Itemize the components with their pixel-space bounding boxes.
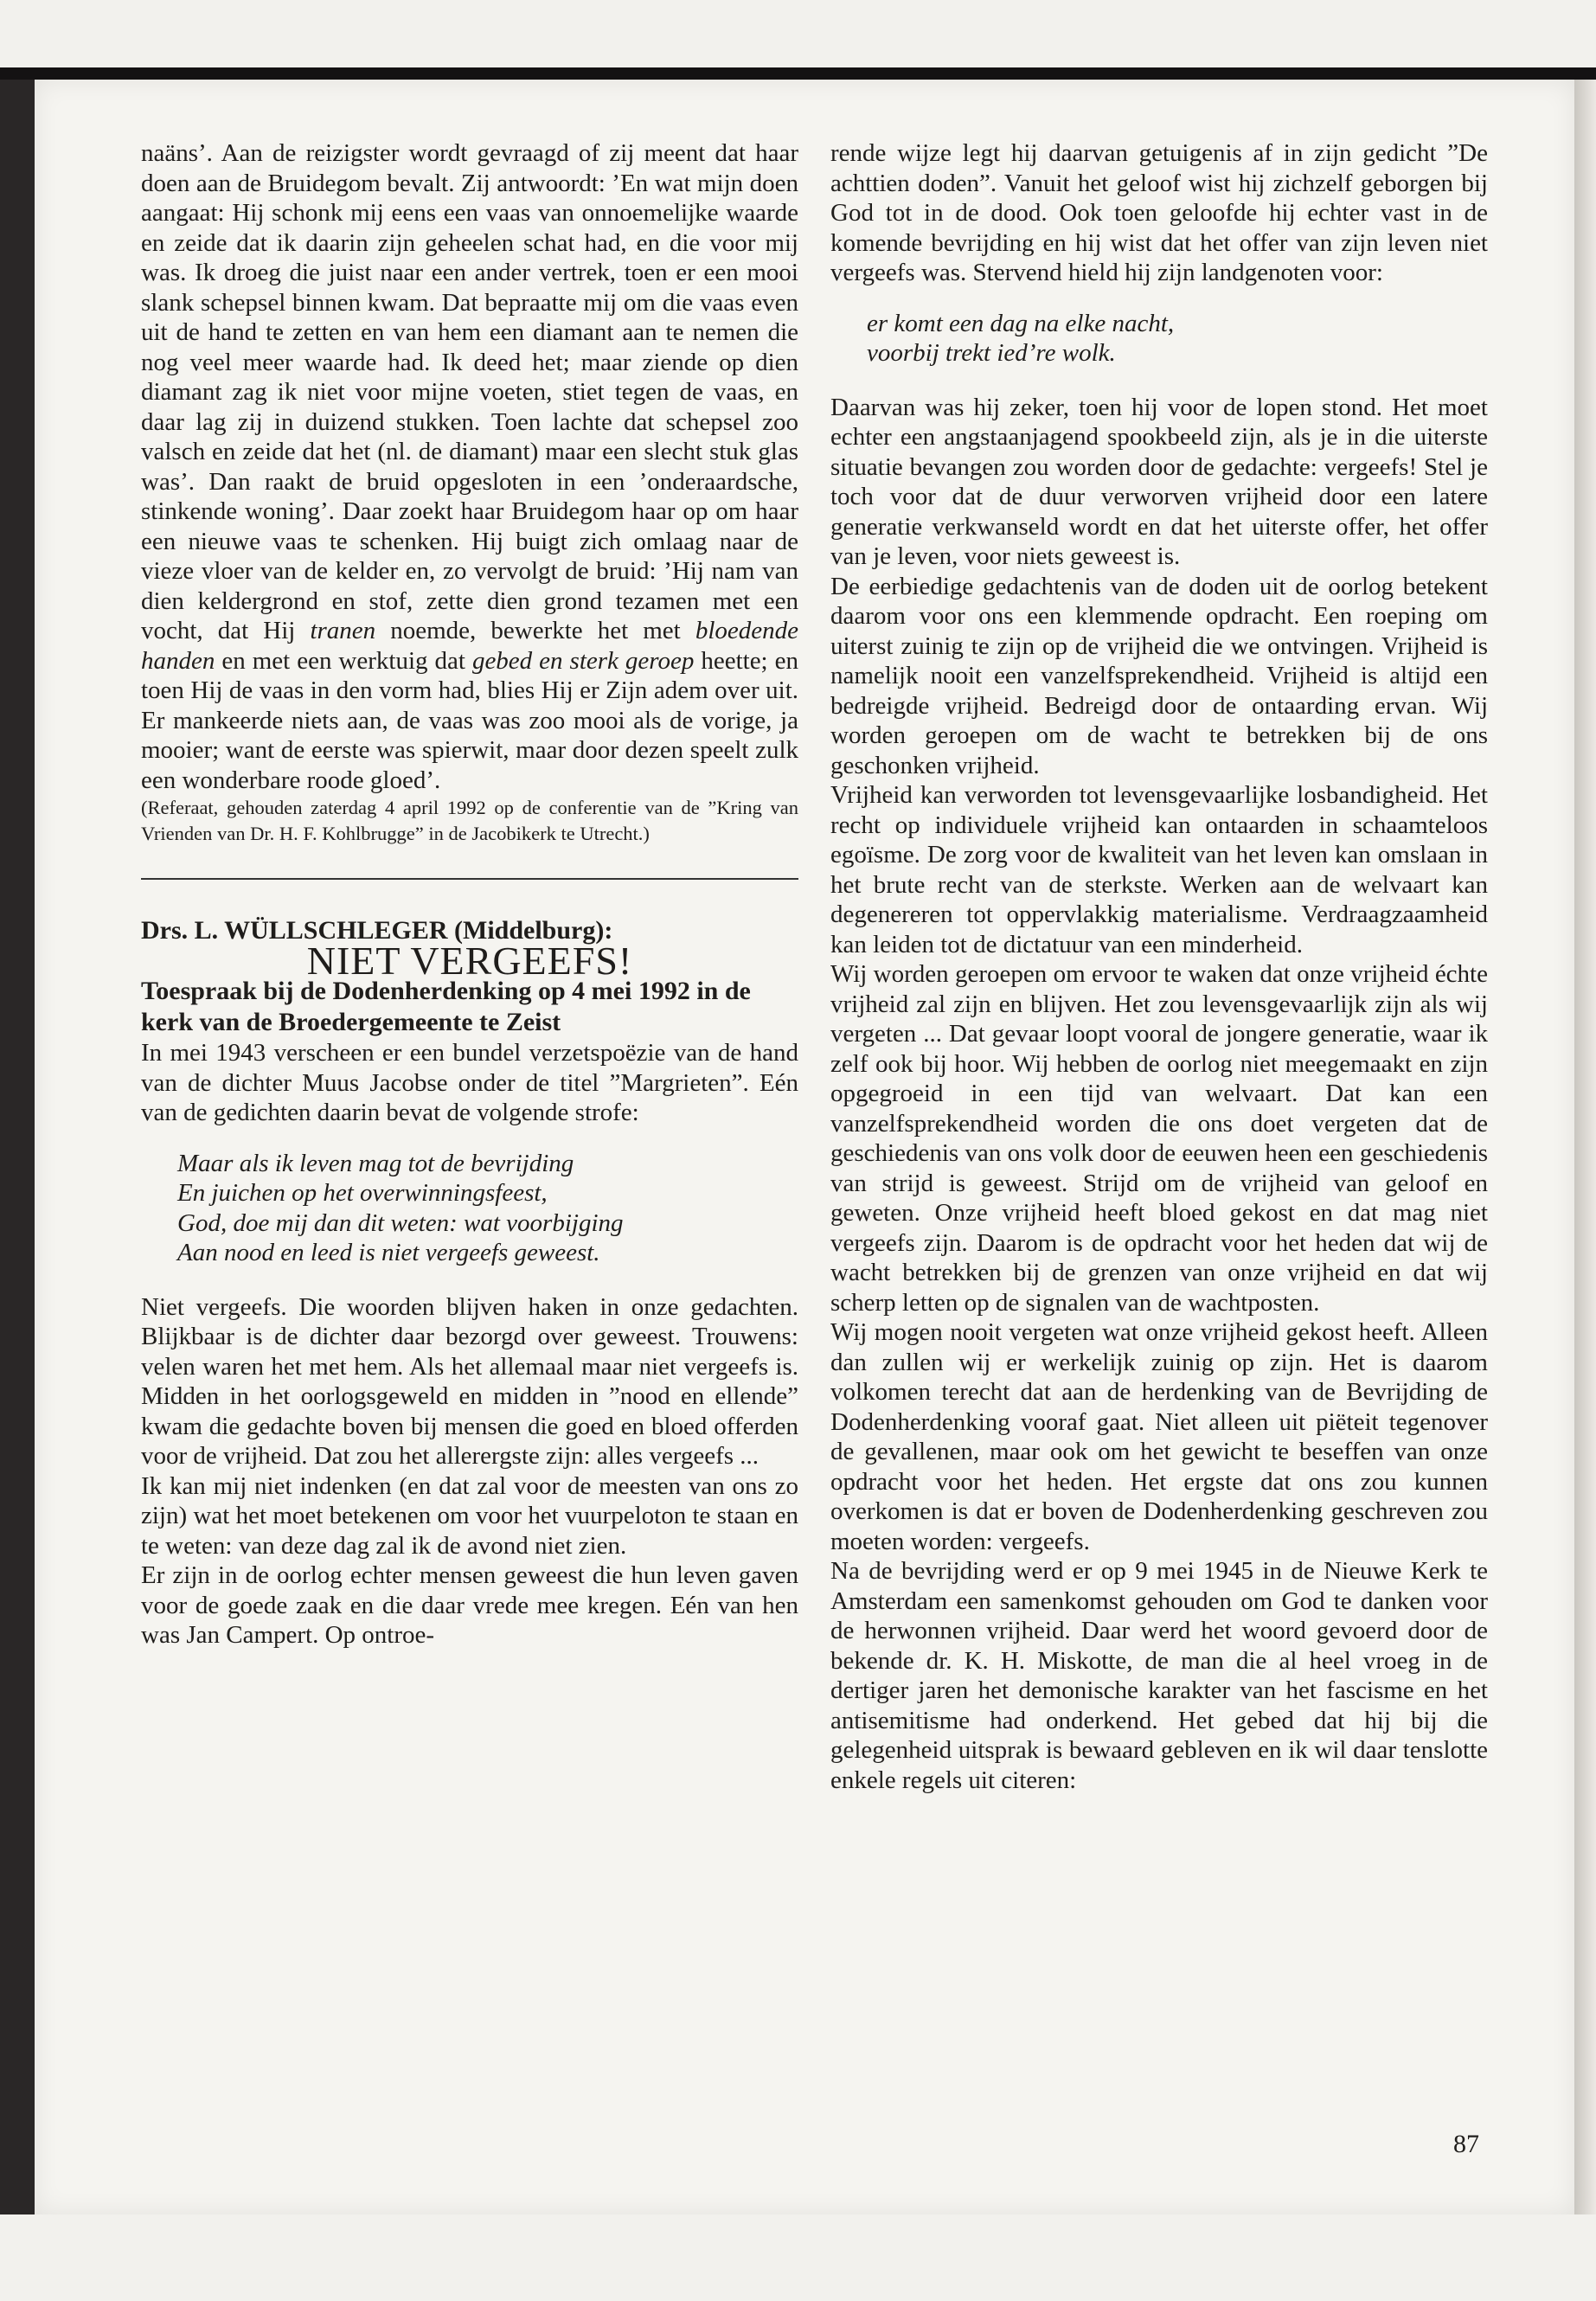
page-number: 87 [1453,2130,1479,2158]
scan-bottom-margin [0,2214,1596,2301]
poem-stanza [141,1149,798,1268]
right-paragraph-3: De eerbiedige gedachtenis van de doden uit de oorlog betekent daarom voor ons een klemmende opdracht. Een roeping om uiterst zuinig te zijn op de vrijheid die we ontvingen. Vrijheid is namelijk nooit een vanzelfsprekendheid. Vrijheid is altijd een bedreigde vrijheid. Bedreigd door de ontaarding ervan. Wij worden geroepen om de wacht te betrekken bij de ons geschonken vrijheid. [830,572,1488,779]
quote-line: voorbij trekt ied’re wolk. [867,339,1116,367]
poem-line: God, doe mij dan dit weten: wat voorbijging [177,1208,624,1237]
page-edge [1574,80,1596,2214]
left-paragraph-2: In mei 1943 verscheen er een bundel verzetspoëzie van de hand van de dichter Muus Jacobse onder de titel ”Margrieten”. Eén van de gedichten daarin bevat de volgende strofe: [141,1039,798,1126]
right-paragraph-7: Na de bevrijding werd er op 9 mei 1945 in de Nieuwe Kerk te Amsterdam een samenkomst gehouden om God te danken voor de herwonnen vrijheid. Daar werd het woord gevoerd door de bekende dr. K. H. Miskotte, de man die al heel vroeg in de dertiger jaren het demonische karakter van het fascisme en het antisemitisme had onderkend. Het gebed dat hij bij die gelegenheid uitsprak is bewaard gebleven en ik wil daar tenslotte enkele regels uit citeren: [830,1557,1488,1794]
right-column [830,138,1488,1795]
campert-quote [830,309,1488,369]
referaat-note: (Referaat, gehouden zaterdag 4 april 1992 op de conferentie van de ”Kring van Vrienden van Dr. H. F. Kohlbrugge” in de Jacobikerk te Utrecht.) [141,797,798,844]
quote-line: er komt een dag na elke nacht, [867,309,1175,337]
right-paragraph-2: Daarvan was hij zeker, toen hij voor de lopen stond. Het moet echter een angstaanjagend spookbeeld zijn, als je in die uiterste situatie bevangen zou worden door de gedachte: vergeefs! Stel je toch voor dat de duur verworven vrijheid door een latere generatie verkwanseld wordt en dat het uiterste offer, het offer van je leven, voor niets geweest is. [830,393,1488,570]
left-paragraph-1: naäns’. Aan de reizigster wordt gevraagd of zij meent dat haar doen aan de Bruidegom bevalt. Zij antwoordt: ’En wat mijn doen aangaat: Hij schonk mij eens een vaas van onnoemelijke waarde en zeide dat ik daarin zijn geheelen schat had, en die voor mij was. Ik droeg die juist naar een ander vertrek, toen er een mooi slank schepsel binnen kwam. Dat bepraatte mij om die vaas even uit de hand te zetten en van hem een diamant aan te nemen die nog veel meer waarde had. Ik deed het; maar ziende op dien diamant zag ik niet voor mijne voeten, stiet tegen de vaas, en daar lag zij in duizend stukken. Toen lachte dat schepsel zoo valsch en zeide dat het (nl. de diamant) maar een slecht stuk glas was’. Dan raakt de bruid opgesloten in een ’onderaardsche, stinkende woning’. Daar zoekt haar Bruidegom haar op om haar een nieuwe vaas te schenken. Hij buigt zich omlaag naar de vieze vloer van de kelder en, zo vervolgt de bruid: ’Hij nam van dien keldergrond en stof, zette dien grond tezamen met een vocht, dat Hij tranen noemde, bewerkte het met bloedende handen en met een werktuig dat gebed en sterk geroep heette; en toen Hij de vaas in den vorm had, blies Hij er Zijn adem over uit. Er mankeerde niets aan, de vaas was zoo mooi als de vorige, ja mooier; want de eerste was spierwit, maar door dezen speelt zulk een wonderbare roode gloed’. [141,139,798,794]
author-line: Drs. L. WÜLLSCHLEGER (Middelburg): [141,916,613,945]
poem-line: En juichen op het overwinningsfeest, [177,1179,548,1207]
right-paragraph-6: Wij mogen nooit vergeten wat onze vrijheid gekost heeft. Alleen dan zullen wij er werkelijk zuinig op zijn. Het is daarom volkomen terecht dat aan de herdenking van de Bevrijding de Dodenherdenking vooraf gaat. Niet alleen uit piëteit tegenover de gevallenen, maar ook om het gewicht te beseffen van onze opdracht voor het heden. Het ergste dat ons zou kunnen overkomen is dat er boven de Dodenherdenking geschreven zou moeten worden: vergeefs. [830,1318,1488,1555]
left-paragraph-5: Er zijn in de oorlog echter mensen geweest die hun leven gaven voor de goede zaak en die daar vrede mee kregen. Eén van hen was Jan Campert. Op ontroe- [141,1561,798,1649]
poem-line: Aan nood en leed is niet vergeefs geweest. [177,1239,600,1266]
scan-band [0,67,1596,80]
left-paragraph-3: Niet vergeefs. Die woorden blijven haken in onze gedachten. Blijkbaar is de dichter daar bezorgd over geweest. Trouwens: velen waren het met hem. Als het allemaal maar niet vergeefs is. Midden in het oorlogsgeweld en midden in ”nood en ellende” kwam die gedachte boven bij mensen die goed en bloed offerden voor de vrijheid. Dat zou het allerergste zijn: alles vergeefs ... [141,1292,798,1470]
right-paragraph-5: Wij worden geroepen om ervoor te waken dat onze vrijheid échte vrijheid zal zijn en blijven. Het zou levensgevaarlijk zijn als wij vergeten ... Dat gevaar loopt vooral de jongere generatie, waar ik zelf ook bij hoor. Wij hebben de oorlog niet meegemaakt en zijn opgegroeid in een tijd van welvaart. Dat kan een vanzelfsprekendheid worden die ons doet vergeten dat de geschiedenis van ons volk door de eeuwen heen een geschiedenis van strijd is geweest. Strijd om de vrijheid van geloof en geweten. Onze vrijheid heeft bloed gekost en dat mag niet vergeefs zijn. Daarom is de opdracht voor het heden dat wij de wacht betrekken bij de grenzen van onze vrijheid en dat wij scherp letten op de signalen van de wachtposten. [830,960,1488,1317]
left-paragraph-4: Ik kan mij niet indenken (en dat zal voor de meesten van ons zo zijn) wat het moet betekenen om voor het vuurpeloton te staan en te weten: van deze dag zal ik de avond niet zien. [141,1471,798,1560]
right-paragraph-1: rende wijze legt hij daarvan getuigenis af in zijn gedicht ”De achttien doden”. Vanuit het geloof wist hij zichzelf geborgen bij God tot in de dood. Ook toen geloofde hij echter vast in de komende bevrijding en hij wist dat het offer van zijn leven niet vergeefs was. Stervend hield hij zijn landgenoten voor: [830,139,1488,286]
right-paragraph-4: Vrijheid kan verworden tot levensgevaarlijke losbandigheid. Het recht op individuele vrijheid kan ontaarden in schaamteloos egoïsme. De zorg voor de kwaliteit van het leven kan omslaan in het brute recht van de sterkste. Werken aan de welvaart kan degenereren tot oppervlakkig materialisme. Verdraagzaamheid kan leiden tot de dictatuur van een minderheid. [830,781,1488,958]
article-title: NIET VERGEEFS! [306,938,633,983]
section-divider [141,878,798,880]
poem-line: Maar als ik leven mag tot de bevrijding [177,1149,574,1177]
scan-top-margin [0,0,1596,76]
article-subtitle: Toespraak bij de Dodenherdenking op 4 mei 1992 in de kerk van de Broedergemeente te Zeist [141,977,751,1036]
left-column [141,138,798,1650]
